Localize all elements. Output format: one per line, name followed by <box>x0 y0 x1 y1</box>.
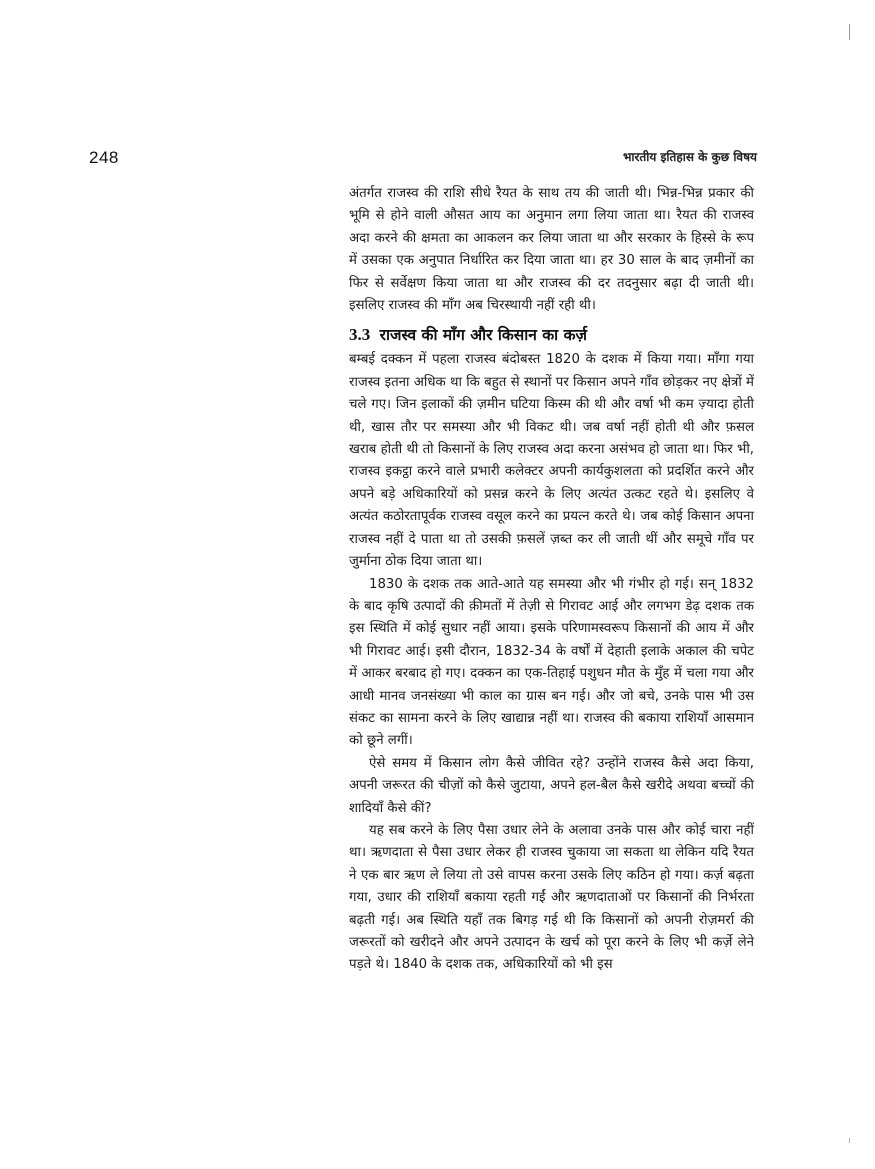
page-number: 248 <box>89 148 119 167</box>
paragraph: ऐसे समय में किसान लोग कैसे जीवित रहे? उन्होंने राजस्व कैसे अदा किया, अपनी जरूरत की चीज़ों को कैसे जुटाया, अपने हल-बैल कैसे खरीदे अथवा बच्चों की शादियाँ कैसे कीं? <box>349 755 754 816</box>
crop-mark <box>849 24 850 40</box>
paragraph: यह सब करने के लिए पैसा उधार लेने के अलावा उनके पास और कोई चारा नहीं था। ऋणदाता से पैसा उधार लेकर ही राजस्व चुकाया जा सकता था लेकिन यदि रैयत ने एक बार ऋण ले लिया तो उसे वापस करना उसके लिए कठिन हो गया। कर्ज़ बढ़ता गया, उधार की राशियाँ बकाया रहती गईं और ऋणदाताओं पर किसानों की निर्भरता बढ़ती गई। अब स्थिति यहाँ तक बिगड़ गई थी कि किसानों को अपनी रोज़मर्रा की जरूरतों को खरीदने और अपने उत्पादन के खर्च को पूरा करने के लिए भी कर्ज़े लेने पड़ते थे। 1840 के दशक तक, अधिकारियों को भी इस <box>349 822 754 973</box>
running-head: भारतीय इतिहास के कुछ विषय <box>622 150 757 164</box>
section-number: 3.3 <box>349 325 371 345</box>
crop-mark <box>849 1138 850 1143</box>
paragraph: 1830 के दशक तक आते-आते यह समस्या और भी गंभीर हो गई। सन् 1832 के बाद कृषि उत्पादों की क़ीमतों में तेज़ी से गिरावट आई और लगभग डेढ़ दशक तक इस स्थिति में कोई सुधार नहीं आया। इसके परिणामस्वरूप किसानों की आय में और भी गिरावट आई। इसी दौरान, 1832-34 के वर्षों में देहाती इलाके अकाल की चपेट में आकर बरबाद हो गए। दक्कन का एक-तिहाई पशुधन मौत के मुँह में चला गया और आधी मानव जनसंख्या भी काल का ग्रास बन गई। और जो बचे, उनके पास भी उस संकट का सामना करने के लिए खाद्यान्न नहीं था। राजस्व की बकाया राशियाँ आसमान को छूने लगीं। <box>349 576 754 749</box>
section-title: राजस्व की माँग और किसान का कर्ज़ <box>379 326 587 345</box>
page-body <box>349 183 754 977</box>
paragraph: बम्बई दक्कन में पहला राजस्व बंदोबस्त 1820 के दशक में किया गया। माँगा गया राजस्व इतना अधिक था कि बहुत से स्थानों पर किसान अपने गाँव छोड़कर नए क्षेत्रों में चले गए। जिन इलाकों की ज़मीन घटिया किस्म की थी और वर्षा भी कम ज़्यादा होती थी, खास तौर पर समस्या और भी विकट थी। जब वर्षा नहीं होती थी और फ़सल खराब होती थी तो किसानों के लिए राजस्व अदा करना असंभव हो जाता था। फिर भी, राजस्व इकट्ठा करने वाले प्रभारी कलेक्टर अपनी कार्यकुशलता को प्रदर्शित करने और अपने बड़े अधिकारियों को प्रसन्न करने के लिए अत्यंत उत्कट रहते थे। इसलिए वे अत्यंत कठोरतापूर्वक राजस्व वसूल करने का प्रयत्न करते थे। जब कोई किसान अपना राजस्व नहीं दे पाता था तो उसकी फ़सलें ज़ब्त कर ली जाती थीं और समूचे गाँव पर जुर्माना ठोक दिया जाता था। <box>349 352 754 570</box>
section-heading <box>349 323 754 347</box>
intro-paragraph: अंतर्गत राजस्व की राशि सीधे रैयत के साथ तय की जाती थी। भिन्न-भिन्न प्रकार की भूमि से होने वाली औसत आय का अनुमान लगा लिया जाता था। रैयत की राजस्व अदा करने की क्षमता का आकलन कर लिया जाता था और सरकार के हिस्से के रूप में उसका एक अनुपात निर्धारित कर दिया जाता था। हर 30 साल के बाद ज़मीनों का फिर से सर्वेक्षण किया जाता था और राजस्व की दर तदनुसार बढ़ा दी जाती थी। इसलिए राजस्व की माँग अब चिरस्थायी नहीं रही थी। <box>349 186 754 314</box>
